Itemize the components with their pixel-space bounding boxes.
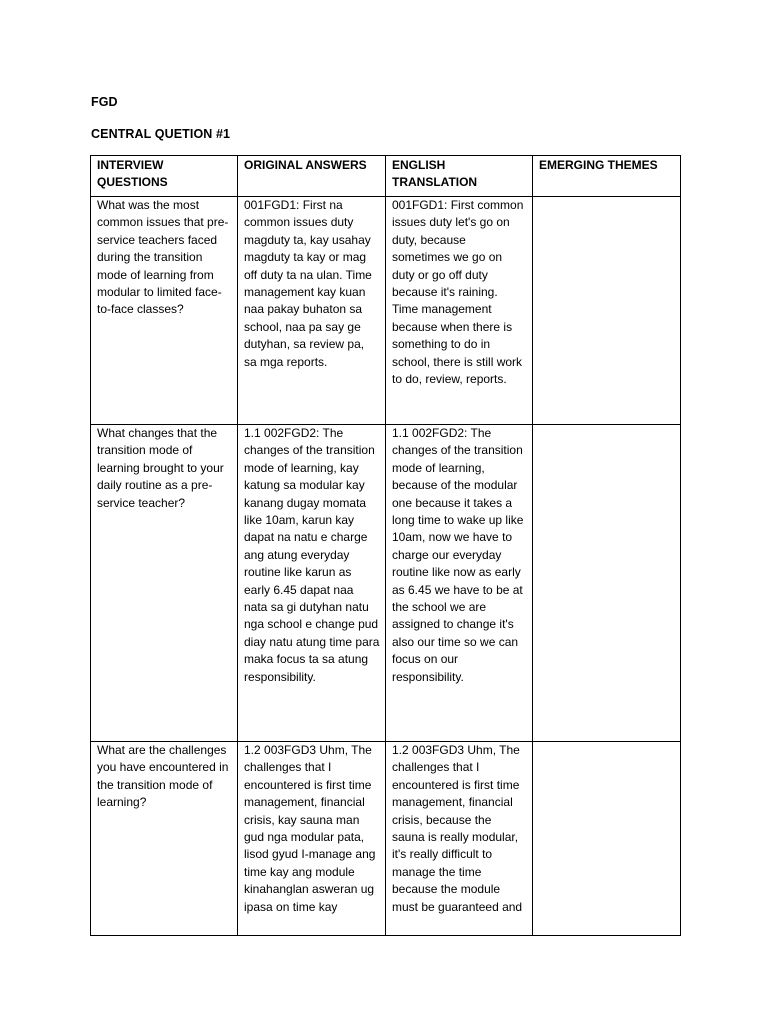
question-text: What changes that the transition mode of learning brought to your daily routine as a pre-service teacher? xyxy=(97,426,224,510)
original-answer-cell xyxy=(238,742,386,936)
table-row xyxy=(91,742,681,936)
document-heading: FGD xyxy=(91,95,118,109)
themes-cell xyxy=(533,425,681,742)
question-text: What are the challenges you have encountered in the transition mode of learning? xyxy=(97,743,229,810)
translation-text: 1.1 002FGD2: The changes of the transition mode of learning, because of the modular one because it takes a long time to wake up like 10am, now we have to charge our everyday routine like now as early as 6.45 we have to be at the school we are assigned to change it's also our time so we can focus on our responsibility. xyxy=(392,426,524,684)
original-answer-text: 001FGD1: First na common issues duty magduty ta, kay usahay magduty ta kay or mag off duty ta na ulan. Time management kay kuan naa pakay buhaton sa school, naa pa say ge dutyhan, sa review pa, sa mga reports. xyxy=(244,198,372,369)
translation-cell xyxy=(386,742,533,936)
header-emerging-themes: EMERGING THEMES xyxy=(533,156,681,197)
translation-text: 001FGD1: First common issues duty let's go on duty, because sometimes we go on duty or go off duty because it's raining. Time management because when there is something to do in school, there is still work to do, review, reports. xyxy=(392,198,524,387)
themes-cell xyxy=(533,742,681,936)
question-cell xyxy=(91,197,238,425)
central-question-heading: CENTRAL QUETION #1 xyxy=(91,127,231,141)
translation-text: 1.2 003FGD3 Uhm, The challenges that I encountered is first time management, financial crisis, because the sauna is really modular, it's really difficult to manage the time because the module must be guaranteed and xyxy=(392,743,523,914)
fgd-table xyxy=(90,155,681,936)
table-row xyxy=(91,425,681,742)
header-interview-questions: INTERVIEW QUESTIONS xyxy=(91,156,238,197)
original-answer-cell xyxy=(238,425,386,742)
themes-text xyxy=(539,742,675,933)
question-cell xyxy=(91,425,238,742)
question-text: What was the most common issues that pre-service teachers faced during the transition mode of learning from modular to limited face-to-face classes? xyxy=(97,198,229,317)
themes-cell xyxy=(533,197,681,425)
table-header-row xyxy=(91,156,681,197)
translation-cell xyxy=(386,197,533,425)
original-answer-text: 1.2 003FGD3 Uhm, The challenges that I encountered is first time management, financial crisis, kay sauna man gud nga modular pata, lisod gyud I-manage ang time kay ang module kinahanglan asweran ug ipasa on time kay xyxy=(244,743,376,914)
header-english-translation: ENGLISH TRANSLATION xyxy=(386,156,533,197)
header-original-answers: ORIGINAL ANSWERS xyxy=(238,156,386,197)
translation-cell xyxy=(386,425,533,742)
table-row xyxy=(91,197,681,425)
original-answer-cell xyxy=(238,197,386,425)
original-answer-text: 1.1 002FGD2: The changes of the transition mode of learning, kay katung sa modular kay kanang dugay momata like 10am, karun kay dapat na natu e charge ang atung everyday routine like karun as early 6.45 dapat naa nata sa gi dutyhan natu nga school e change pud diay natu atung time para maka focus ta sa atung responsibility. xyxy=(244,426,380,684)
question-cell xyxy=(91,742,238,936)
